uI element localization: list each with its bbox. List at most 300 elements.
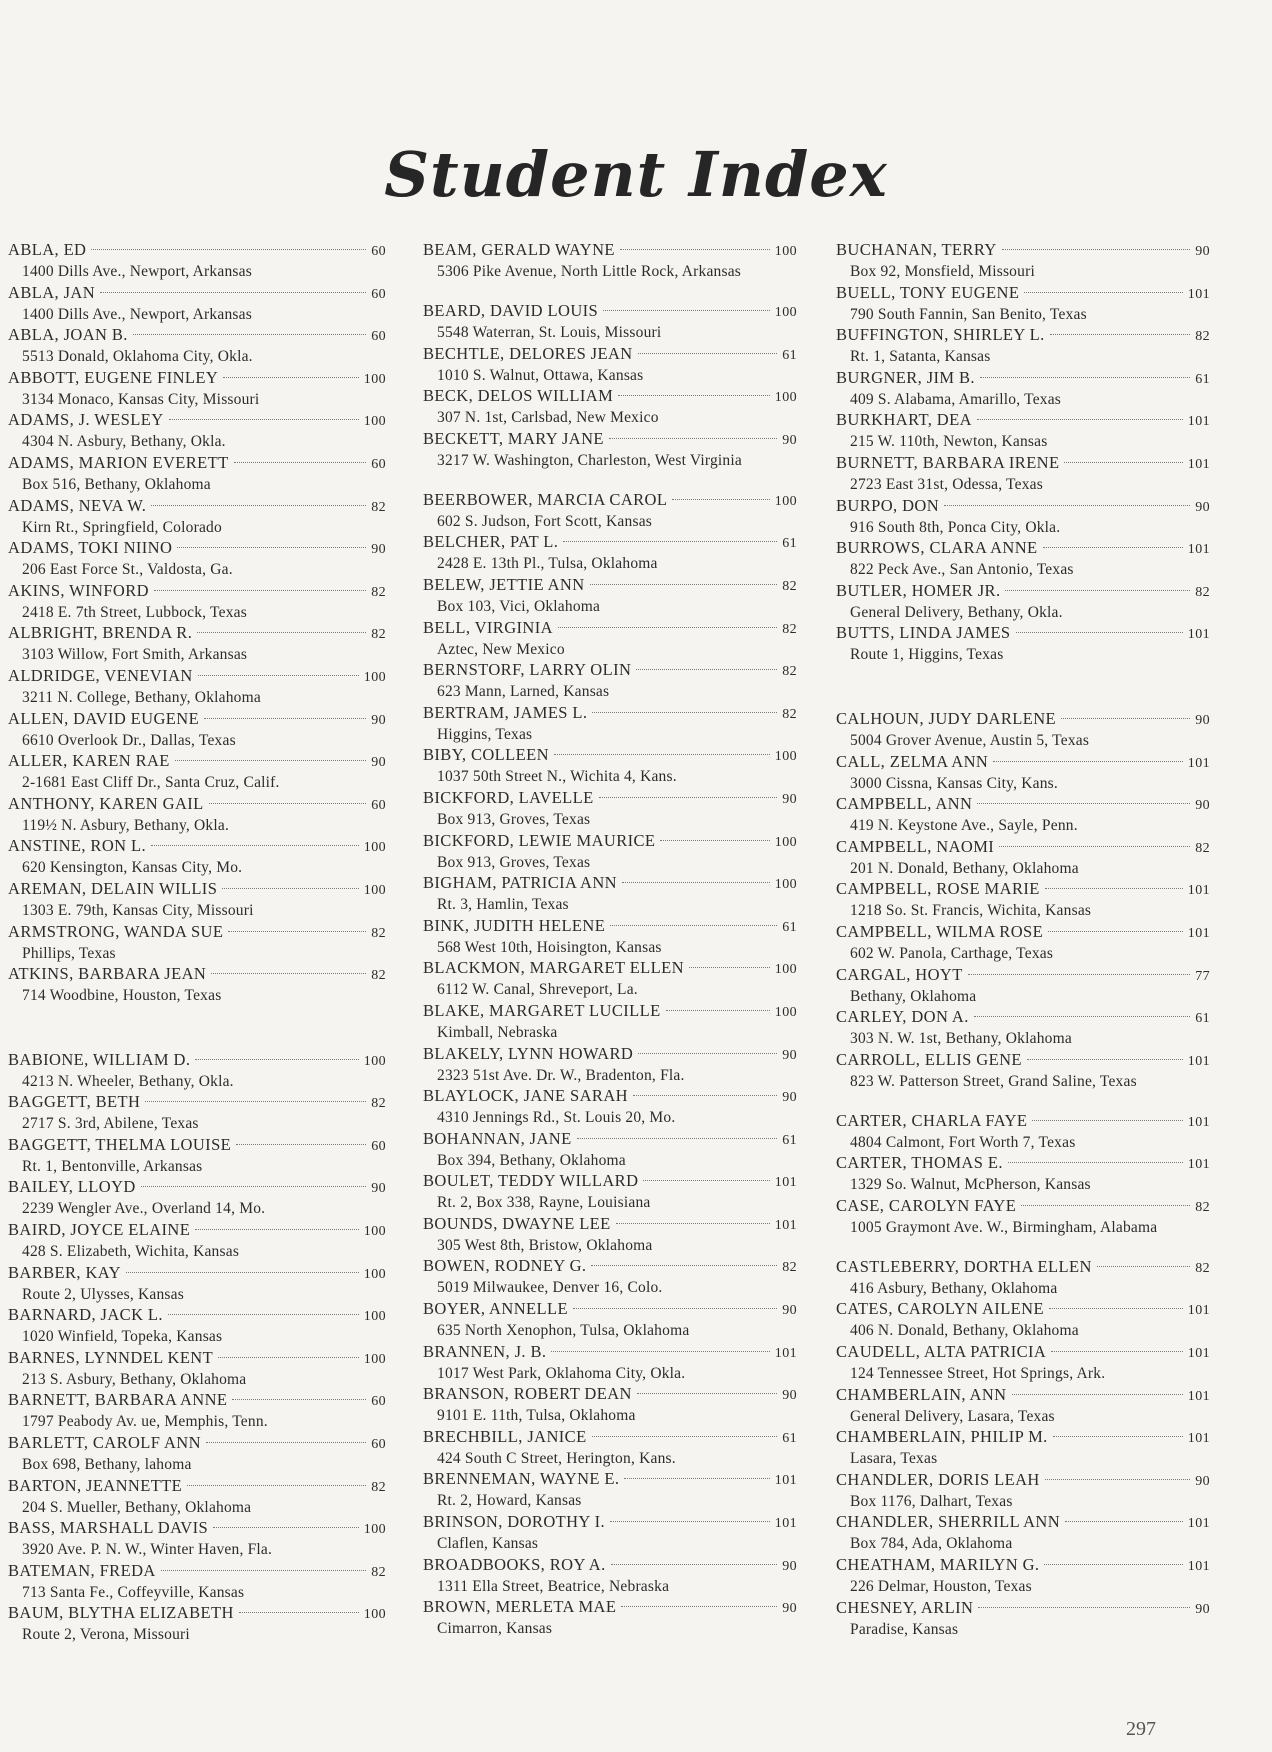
index-entry [8, 368, 386, 411]
index-entry [8, 538, 386, 581]
dot-leader [551, 1351, 769, 1352]
student-address: 1010 S. Walnut, Ottawa, Kansas [437, 366, 644, 384]
student-address: 2323 51st Ave. Dr. W., Bradenton, Fla. [437, 1066, 685, 1084]
index-entry [423, 575, 797, 618]
entry-heading [8, 1220, 386, 1242]
page-reference: 100 [363, 1522, 386, 1538]
student-address: 226 Delmar, Houston, Texas [850, 1578, 1032, 1596]
dot-leader [977, 419, 1183, 420]
index-entry [836, 922, 1210, 965]
dot-leader [195, 1059, 358, 1060]
student-address: 1037 50th Street N., Wichita 4, Kans. [437, 768, 677, 786]
page-reference: 100 [363, 414, 386, 430]
student-name: BARNES, LYNNDEL KENT [8, 1347, 214, 1367]
page-reference: 90 [782, 1090, 797, 1106]
student-name: CARTER, THOMAS E. [836, 1153, 1003, 1173]
page-reference: 90 [371, 755, 386, 771]
dot-leader [633, 1095, 777, 1096]
dot-leader [222, 888, 359, 889]
page-reference: 101 [774, 1175, 797, 1191]
dot-leader [175, 760, 366, 761]
page-reference: 82 [371, 925, 386, 941]
index-entry [8, 410, 386, 453]
index-entry [423, 1597, 797, 1640]
page-reference: 90 [782, 1303, 797, 1319]
entry-heading [8, 1050, 386, 1072]
dot-leader [609, 438, 777, 439]
index-entry [836, 368, 1210, 411]
student-address: 124 Tennessee Street, Hot Springs, Ark. [850, 1365, 1106, 1383]
student-address: 1017 West Park, Oklahoma City, Okla. [437, 1364, 686, 1382]
student-address: 4304 N. Asbury, Bethany, Okla. [22, 433, 226, 451]
dot-leader [1048, 931, 1183, 932]
page-reference: 82 [371, 968, 386, 984]
page-reference: 60 [371, 1394, 386, 1410]
index-entry [423, 1256, 797, 1299]
page-reference: 90 [782, 1601, 797, 1617]
entry-heading [423, 1171, 797, 1193]
student-address: 406 N. Donald, Bethany, Oklahoma [850, 1322, 1079, 1340]
dot-leader [622, 882, 770, 883]
student-name: BRENNEMAN, WAYNE E. [423, 1469, 620, 1489]
student-address: 2723 East 31st, Odessa, Texas [850, 475, 1043, 493]
student-name: CHAMBERLAIN, ANN [836, 1384, 1007, 1404]
index-entry [423, 1214, 797, 1257]
page-reference: 101 [1187, 755, 1210, 771]
page-reference: 101 [1187, 627, 1210, 643]
page-reference: 101 [1187, 883, 1210, 899]
page-reference: 60 [371, 329, 386, 345]
entry-heading [423, 916, 797, 938]
dot-leader [1065, 1521, 1183, 1522]
entry-heading [8, 836, 386, 858]
dot-leader [91, 249, 366, 250]
entry-heading [8, 1263, 386, 1285]
student-address: 1311 Ella Street, Beatrice, Nebraska [437, 1577, 670, 1595]
index-entry [8, 836, 386, 879]
page-reference: 82 [1195, 1260, 1210, 1276]
entry-heading [423, 1086, 797, 1108]
index-entry [8, 325, 386, 368]
dot-leader [213, 1527, 359, 1528]
index-entry [8, 709, 386, 752]
page-reference: 61 [782, 536, 797, 552]
dot-leader [577, 1138, 778, 1139]
letter-section-gap [8, 1007, 386, 1050]
dot-leader [211, 973, 366, 974]
student-address: 714 Woodbine, Houston, Texas [22, 987, 222, 1005]
student-name: BABIONE, WILLIAM D. [8, 1049, 191, 1069]
page-reference: 61 [782, 347, 797, 363]
page-reference: 82 [371, 1564, 386, 1580]
page-reference: 90 [371, 542, 386, 558]
entry-heading [836, 752, 1210, 774]
entry-heading [8, 623, 386, 645]
page-reference: 100 [363, 1053, 386, 1069]
entry-heading [8, 1135, 386, 1157]
student-name: BUELL, TONY EUGENE [836, 282, 1020, 302]
index-entry [836, 1598, 1210, 1641]
student-address: 5004 Grover Avenue, Austin 5, Texas [850, 731, 1090, 749]
page-title: Student Index [384, 138, 888, 211]
student-name: ALBRIGHT, BRENDA R. [8, 623, 193, 643]
index-entry [423, 703, 797, 746]
student-name: ADAMS, TOKI NIINO [8, 538, 173, 558]
entry-heading [836, 879, 1210, 901]
student-name: CASTLEBERRY, DORTHA ELLEN [836, 1256, 1092, 1276]
student-name: BLAKE, MARGARET LUCILLE [423, 1000, 661, 1020]
page-reference: 101 [1187, 1053, 1210, 1069]
student-address: Rt. 3, Hamlin, Texas [437, 896, 569, 914]
index-entry [423, 873, 797, 916]
index-entry [836, 1427, 1210, 1470]
student-name: BUFFINGTON, SHIRLEY L. [836, 325, 1045, 345]
page-reference: 100 [363, 669, 386, 685]
student-name: ABBOTT, EUGENE FINLEY [8, 367, 219, 387]
page-reference: 100 [774, 834, 797, 850]
entry-heading [836, 1257, 1210, 1279]
page-reference: 101 [1187, 542, 1210, 558]
entry-heading [423, 745, 797, 767]
dot-leader [621, 1606, 777, 1607]
page-reference: 101 [774, 1345, 797, 1361]
page-reference: 90 [1195, 244, 1210, 259]
page-reference: 90 [782, 1047, 797, 1063]
entry-heading [423, 429, 797, 451]
index-entry [836, 240, 1210, 283]
student-address: 409 S. Alabama, Amarillo, Texas [850, 390, 1062, 408]
letter-section-gap [836, 666, 1210, 709]
index-entry [8, 1561, 386, 1604]
student-address: 4213 N. Wheeler, Bethany, Okla. [22, 1072, 234, 1090]
dot-leader [1024, 292, 1182, 293]
page-reference: 100 [774, 493, 797, 509]
index-entry [836, 837, 1210, 880]
student-name: BEARD, DAVID LOUIS [423, 301, 599, 320]
student-address: 635 North Xenophon, Tulsa, Oklahoma [437, 1322, 690, 1340]
index-entry [836, 1342, 1210, 1385]
entry-heading [423, 344, 797, 366]
page-reference: 90 [1195, 499, 1210, 515]
entry-heading [8, 879, 386, 901]
index-entry [836, 1007, 1210, 1050]
dot-leader [620, 249, 770, 250]
page-reference: 101 [774, 1516, 797, 1532]
page-reference: 82 [782, 621, 797, 637]
entry-heading [8, 1476, 386, 1498]
dot-leader [637, 1393, 777, 1394]
dot-leader [126, 1272, 359, 1273]
student-address: 206 East Force St., Valdosta, Ga. [22, 561, 233, 579]
index-entry [423, 958, 797, 1001]
entry-heading [423, 386, 797, 408]
entry-heading [836, 1153, 1210, 1175]
student-address: 1329 So. Walnut, McPherson, Kansas [850, 1176, 1091, 1194]
page-reference: 100 [363, 1607, 386, 1623]
entry-heading [836, 240, 1210, 262]
index-entry [8, 283, 386, 326]
index-entry [8, 751, 386, 794]
page-reference: 90 [782, 791, 797, 807]
dot-leader [1053, 1436, 1183, 1437]
entry-heading [8, 1518, 386, 1540]
student-address: 2428 E. 13th Pl., Tulsa, Oklahoma [437, 555, 658, 573]
dot-leader [968, 974, 1190, 975]
student-name: BEERBOWER, MARCIA CAROL [423, 489, 668, 509]
index-entry [423, 916, 797, 959]
entry-heading [423, 1299, 797, 1321]
entry-heading [423, 1512, 797, 1534]
index-entry [8, 1476, 386, 1519]
dot-leader [660, 840, 769, 841]
entry-heading [836, 1196, 1210, 1218]
entry-heading [8, 1603, 386, 1625]
entry-heading [423, 1342, 797, 1364]
entry-heading [423, 575, 797, 597]
index-entry [423, 745, 797, 788]
student-name: BECK, DELOS WILLIAM [423, 386, 614, 406]
entry-heading [836, 623, 1210, 645]
entry-heading [423, 1384, 797, 1406]
student-name: CATES, CAROLYN AILENE [836, 1299, 1044, 1319]
index-entry [836, 794, 1210, 837]
student-name: BELEW, JETTIE ANN [423, 574, 585, 594]
student-name: ADAMS, MARION EVERETT [8, 452, 229, 472]
entry-heading [836, 1050, 1210, 1072]
dot-leader [1097, 1266, 1190, 1267]
entry-heading [8, 453, 386, 475]
index-entry [423, 386, 797, 429]
dot-leader [590, 584, 778, 585]
index-entry [836, 581, 1210, 624]
student-address: Aztec, New Mexico [437, 640, 565, 658]
entry-heading [8, 709, 386, 731]
page-reference: 82 [1195, 329, 1210, 345]
dot-leader [169, 419, 359, 420]
dot-leader [666, 1010, 770, 1011]
entry-heading [423, 831, 797, 853]
student-name: CAMPBELL, NAOMI [836, 836, 995, 856]
entry-heading [8, 538, 386, 560]
entry-heading [836, 709, 1210, 731]
entry-heading [8, 922, 386, 944]
student-address: 4804 Calmont, Fort Worth 7, Texas [850, 1133, 1076, 1151]
student-name: BERNSTORF, LARRY OLIN [423, 660, 632, 680]
student-address: 3217 W. Washington, Charleston, West Virginia [437, 451, 742, 469]
page-reference: 101 [1187, 1516, 1210, 1532]
dot-leader [618, 395, 770, 396]
student-address: 568 West 10th, Hoisington, Kansas [437, 938, 662, 956]
entry-heading [836, 1385, 1210, 1407]
page-reference: 90 [782, 1558, 797, 1574]
index-entry [8, 240, 386, 283]
page-reference: 82 [371, 584, 386, 600]
page-reference: 82 [782, 578, 797, 594]
entry-heading [423, 490, 797, 512]
student-name: CASE, CAROLYN FAYE [836, 1195, 1017, 1215]
dot-leader [599, 797, 778, 798]
index-column-1 [8, 240, 386, 1646]
student-address: Rt. 1, Bentonville, Arkansas [22, 1157, 203, 1175]
index-entry [836, 1470, 1210, 1513]
page-reference: 100 [774, 962, 797, 978]
dot-leader [999, 846, 1190, 847]
index-entry [8, 922, 386, 965]
dot-leader [206, 1442, 366, 1443]
student-name: BOHANNAN, JANE [423, 1128, 572, 1148]
entry-heading [423, 1469, 797, 1491]
dot-leader [1050, 334, 1191, 335]
student-address: 3000 Cissna, Kansas City, Kans. [850, 774, 1058, 792]
page-reference: 100 [774, 749, 797, 765]
index-entry [423, 1129, 797, 1172]
student-name: BROADBOOKS, ROY A. [423, 1554, 606, 1574]
dot-leader [993, 761, 1183, 762]
entry-heading [836, 1427, 1210, 1449]
index-entry [423, 1512, 797, 1555]
entry-heading [836, 410, 1210, 432]
entry-heading [836, 538, 1210, 560]
entry-heading [423, 1427, 797, 1449]
page-reference: 101 [1187, 925, 1210, 941]
student-address: 623 Mann, Larned, Kansas [437, 683, 610, 701]
entry-heading [836, 1598, 1210, 1620]
student-name: BOUNDS, DWAYNE LEE [423, 1213, 611, 1233]
index-entry [8, 496, 386, 539]
index-entry [836, 496, 1210, 539]
dot-leader [554, 754, 770, 755]
student-address: Box 394, Bethany, Oklahoma [437, 1151, 626, 1169]
student-address: 2418 E. 7th Street, Lubbock, Texas [22, 603, 247, 621]
dot-leader [133, 334, 366, 335]
dot-leader [223, 377, 359, 378]
student-address: 916 South 8th, Ponca City, Okla. [850, 518, 1061, 536]
dot-leader [154, 590, 366, 591]
index-entry [836, 283, 1210, 326]
student-name: BUTTS, LINDA JAMES [836, 623, 1011, 643]
student-address: 1005 Graymont Ave. W., Birmingham, Alabama [850, 1218, 1158, 1236]
page-reference: 82 [782, 1260, 797, 1276]
dot-leader [1021, 1205, 1190, 1206]
entry-heading [8, 1390, 386, 1412]
student-name: BARNARD, JACK L. [8, 1305, 163, 1325]
dot-leader [592, 1436, 778, 1437]
student-address: 416 Asbury, Bethany, Oklahoma [850, 1279, 1058, 1297]
page-reference: 82 [782, 706, 797, 722]
page-reference: 60 [371, 286, 386, 302]
dot-leader [974, 1016, 1190, 1017]
student-address: Box 913, Groves, Texas [437, 810, 591, 828]
student-name: BLAYLOCK, JANE SARAH [423, 1086, 628, 1106]
student-name: BAILEY, LLOYD [8, 1177, 136, 1197]
index-entry [423, 429, 797, 490]
dot-leader [1044, 1564, 1182, 1565]
student-address: 307 N. 1st, Carlsbad, New Mexico [437, 409, 659, 427]
page-reference: 82 [1195, 840, 1210, 856]
page-reference: 90 [371, 712, 386, 728]
index-entry [423, 1469, 797, 1512]
index-entry [836, 623, 1210, 666]
entry-heading [836, 368, 1210, 390]
dot-leader [218, 1357, 359, 1358]
page-reference: 101 [1187, 1388, 1210, 1404]
index-entry [8, 1603, 386, 1646]
entry-heading [423, 958, 797, 980]
entry-heading [8, 368, 386, 390]
dot-leader [239, 1612, 359, 1613]
page-reference: 100 [363, 1351, 386, 1367]
dot-leader [234, 462, 367, 463]
page-reference: 101 [774, 1473, 797, 1489]
entry-heading [836, 1555, 1210, 1577]
page-reference: 101 [1187, 1346, 1210, 1362]
entry-heading [8, 240, 386, 262]
student-name: ADAMS, J. WESLEY [8, 410, 164, 430]
dot-leader [198, 675, 359, 676]
student-address: 9101 E. 11th, Tulsa, Oklahoma [437, 1407, 636, 1425]
entry-heading [836, 1007, 1210, 1029]
dot-leader [100, 292, 366, 293]
entry-heading [423, 703, 797, 725]
page-reference: 101 [1187, 456, 1210, 472]
page-reference: 60 [371, 1437, 386, 1453]
index-entry [8, 1092, 386, 1135]
page-reference: 100 [774, 390, 797, 406]
index-entry [836, 709, 1210, 752]
index-entry [423, 1427, 797, 1470]
index-entry [836, 325, 1210, 368]
index-entry [836, 1111, 1210, 1154]
student-address: Route 1, Higgins, Texas [850, 646, 1004, 664]
student-name: AKINS, WINFORD [8, 580, 149, 600]
student-address: 305 West 8th, Bristow, Oklahoma [437, 1236, 653, 1254]
index-entry [423, 618, 797, 661]
index-entry [423, 660, 797, 703]
student-address: 713 Santa Fe., Coffeyville, Kansas [22, 1583, 245, 1601]
index-entry [8, 1433, 386, 1476]
entry-heading [8, 794, 386, 816]
student-address: 2239 Wengler Ave., Overland 14, Mo. [22, 1200, 266, 1218]
student-address: Higgins, Texas [437, 725, 533, 743]
entry-heading [8, 1561, 386, 1583]
page-reference: 90 [1195, 712, 1210, 728]
index-entry [423, 1171, 797, 1214]
page-reference: 82 [1195, 1199, 1210, 1215]
dot-leader [563, 541, 777, 542]
entry-heading [423, 1555, 797, 1577]
index-entry [423, 344, 797, 387]
student-address: Kirn Rt., Springfield, Colorado [22, 518, 222, 536]
page-reference: 101 [1187, 1157, 1210, 1173]
entry-heading [836, 496, 1210, 518]
student-address: Rt. 1, Satanta, Kansas [850, 348, 991, 366]
student-address: 602 S. Judson, Fort Scott, Kansas [437, 512, 653, 530]
student-address: 4310 Jennings Rd., St. Louis 20, Mo. [437, 1109, 676, 1127]
entry-heading [8, 581, 386, 603]
dot-leader [638, 353, 778, 354]
student-name: ANTHONY, KAREN GAIL [8, 793, 204, 813]
entry-heading [836, 922, 1210, 944]
entry-heading [836, 965, 1210, 987]
student-address: Bethany, Oklahoma [850, 987, 977, 1005]
entry-heading [836, 837, 1210, 859]
page-reference: 77 [1195, 968, 1210, 984]
index-entry [8, 623, 386, 666]
dot-leader [1061, 718, 1190, 719]
student-name: BLAKELY, LYNN HOWARD [423, 1043, 634, 1063]
dot-leader [610, 1521, 770, 1522]
student-address: 2717 S. 3rd, Abilene, Texas [22, 1115, 199, 1133]
